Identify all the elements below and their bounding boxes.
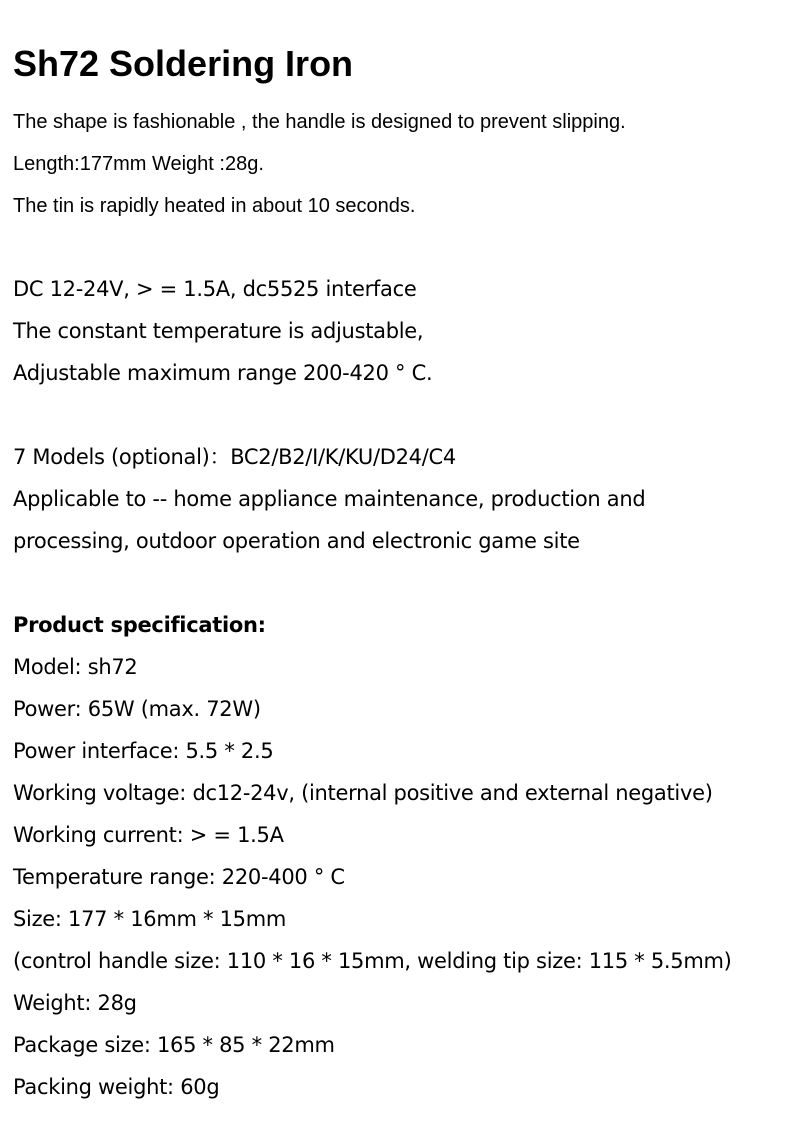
power-line-input: DC 12-24V, > = 1.5A, dc5525 interface <box>13 277 417 301</box>
spec-size-detail: (control handle size: 110 * 16 * 15mm, welding tip size: 115 * 5.5mm) <box>13 949 732 973</box>
models-line: 7 Models (optional)：BC2/B2/I/K/KU/D24/C4 <box>13 445 456 469</box>
spec-working-current: Working current: > = 1.5A <box>13 823 284 847</box>
spec-packing-weight: Packing weight: 60g <box>13 1075 220 1099</box>
intro-line-shape: The shape is fashionable , the handle is designed to prevent slipping. <box>13 111 626 133</box>
intro-line-heating: The tin is rapidly heated in about 10 seconds. <box>13 195 416 217</box>
spec-heading: Product specification: <box>13 613 266 637</box>
spec-power: Power: 65W (max. 72W) <box>13 697 261 721</box>
spec-temperature-range: Temperature range: 220-400 ° C <box>13 865 345 889</box>
page-title: Sh72 Soldering Iron <box>13 43 354 84</box>
spec-working-voltage: Working voltage: dc12-24v, (internal positive and external negative) <box>13 781 713 805</box>
spec-model: Model: sh72 <box>13 655 138 679</box>
power-line-constant-temp: The constant temperature is adjustable, <box>13 319 424 343</box>
applicable-line-1: Applicable to -- home appliance maintenance, production and <box>13 487 646 511</box>
spec-size: Size: 177 * 16mm * 15mm <box>13 907 287 931</box>
spec-power-interface: Power interface: 5.5 * 2.5 <box>13 739 274 763</box>
intro-line-dimensions: Length:177mm Weight :28g. <box>13 153 264 175</box>
spec-package-size: Package size: 165 * 85 * 22mm <box>13 1033 335 1057</box>
spec-weight: Weight: 28g <box>13 991 137 1015</box>
applicable-line-2: processing, outdoor operation and electronic game site <box>13 529 580 553</box>
power-line-range: Adjustable maximum range 200-420 ° C. <box>13 361 433 385</box>
